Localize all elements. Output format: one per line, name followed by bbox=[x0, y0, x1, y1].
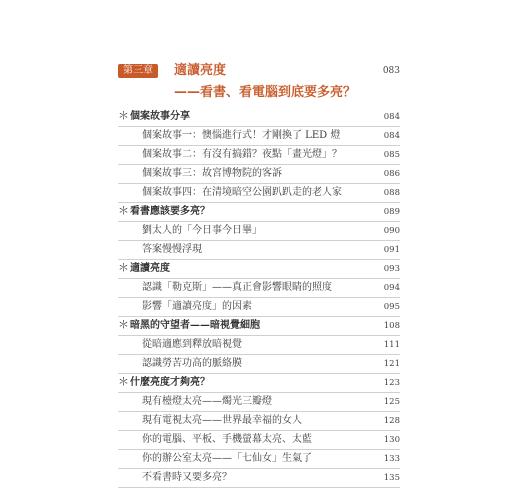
toc-item-title: 現有檯燈太亮——燭光三瓣燈 bbox=[142, 396, 272, 407]
toc-page-number: 128 bbox=[383, 416, 400, 426]
toc-page-number: 088 bbox=[383, 188, 400, 198]
toc-page-number: 130 bbox=[383, 435, 400, 445]
toc-item-row bbox=[118, 184, 400, 203]
toc-page-number: 133 bbox=[383, 454, 400, 464]
toc-item-title: 你的辦公室太亮——「七仙女」生氣了 bbox=[142, 453, 312, 464]
toc-section-title: 個案故事分享 bbox=[130, 111, 190, 122]
toc-item-row bbox=[118, 279, 400, 298]
toc-item-title: 劉太人的「今日事今日畢」 bbox=[142, 225, 262, 236]
toc-item-title: 個案故事一：懊惱進行式！才剛換了 LED 燈 bbox=[142, 130, 341, 141]
toc-page-number: 090 bbox=[383, 226, 400, 236]
section-bullet: ＊ bbox=[118, 261, 129, 274]
toc-page-number: 121 bbox=[383, 359, 400, 369]
toc-item-title: 個案故事三：故宮博物院的客訴 bbox=[142, 168, 282, 179]
toc-item-row bbox=[118, 336, 400, 355]
toc-item-row bbox=[118, 146, 400, 165]
toc-item-title: 從暗適應到釋放暗視覺 bbox=[142, 339, 242, 350]
toc-page-number: 091 bbox=[383, 245, 400, 255]
toc-item-row bbox=[118, 241, 400, 260]
section-bullet: ＊ bbox=[118, 204, 129, 217]
toc-page-number: 095 bbox=[383, 302, 400, 312]
toc-item-row bbox=[118, 222, 400, 241]
toc-item-row bbox=[118, 298, 400, 317]
toc-item-title: 認識「勒克斯」——真正會影響眼睛的照度 bbox=[142, 282, 332, 293]
toc-list bbox=[118, 108, 400, 488]
toc-page-number: 111 bbox=[383, 340, 400, 350]
toc-item-title: 認識勞苦功高的脈絡膜 bbox=[142, 358, 242, 369]
toc-page-number: 123 bbox=[383, 378, 400, 388]
toc-item-row bbox=[118, 431, 400, 450]
toc-item-title: 個案故事四：在清境暗空公園趴趴走的老人家 bbox=[142, 187, 342, 198]
toc-item-row bbox=[118, 450, 400, 469]
chapter-page-number: 083 bbox=[382, 66, 400, 76]
toc-section-row bbox=[118, 317, 400, 336]
toc-item-title: 不看書時又要多亮？ bbox=[142, 472, 232, 483]
toc-item-row bbox=[118, 127, 400, 146]
toc-page-number: 125 bbox=[383, 397, 400, 407]
toc-section-title: 看書應該要多亮？ bbox=[130, 206, 210, 217]
toc-page-number: 094 bbox=[383, 283, 400, 293]
toc-item-title: 你的電腦、平板、手機螢幕太亮、太藍 bbox=[142, 434, 312, 445]
chapter-badge: 第三章 bbox=[118, 64, 158, 78]
toc-section-row bbox=[118, 374, 400, 393]
toc-section-row bbox=[118, 260, 400, 279]
toc-item-title: 答案慢慢浮現 bbox=[142, 244, 202, 255]
toc-item-row bbox=[118, 412, 400, 431]
section-bullet: ＊ bbox=[118, 375, 129, 388]
section-bullet: ＊ bbox=[118, 109, 129, 122]
toc-item-title: 現有電視太亮——世界最幸福的女人 bbox=[142, 415, 302, 426]
toc-section-row bbox=[118, 203, 400, 222]
toc-page-number: 085 bbox=[383, 150, 400, 160]
toc-item-title: 影響「適讀亮度」的因素 bbox=[142, 301, 252, 312]
section-bullet: ＊ bbox=[118, 318, 129, 331]
toc-page-number: 084 bbox=[383, 131, 400, 141]
toc-page-number: 084 bbox=[383, 112, 400, 122]
chapter-subtitle: ——看書、看電腦到底要多亮？ bbox=[174, 85, 357, 100]
toc-item-row bbox=[118, 165, 400, 184]
toc-page-number: 089 bbox=[383, 207, 400, 217]
toc-page-number: 135 bbox=[383, 473, 400, 483]
toc-section-title: 什麼亮度才夠亮？ bbox=[130, 377, 210, 388]
toc-section-row bbox=[118, 108, 400, 127]
chapter-header bbox=[118, 62, 400, 108]
toc-page-number: 108 bbox=[383, 321, 400, 331]
toc-item-title: 個案故事二：有沒有搞錯？夜點「畫光燈」？ bbox=[142, 149, 342, 160]
toc-section-title: 適讀亮度 bbox=[130, 263, 170, 274]
toc-item-row bbox=[118, 469, 400, 488]
toc-page-number: 093 bbox=[383, 264, 400, 274]
chapter-title: 適讀亮度 bbox=[174, 63, 227, 78]
toc-page-number: 086 bbox=[383, 169, 400, 179]
toc-item-row bbox=[118, 393, 400, 412]
toc-section-title: 暗黑的守望者——暗視覺細胞 bbox=[130, 320, 260, 331]
toc-item-row bbox=[118, 355, 400, 374]
